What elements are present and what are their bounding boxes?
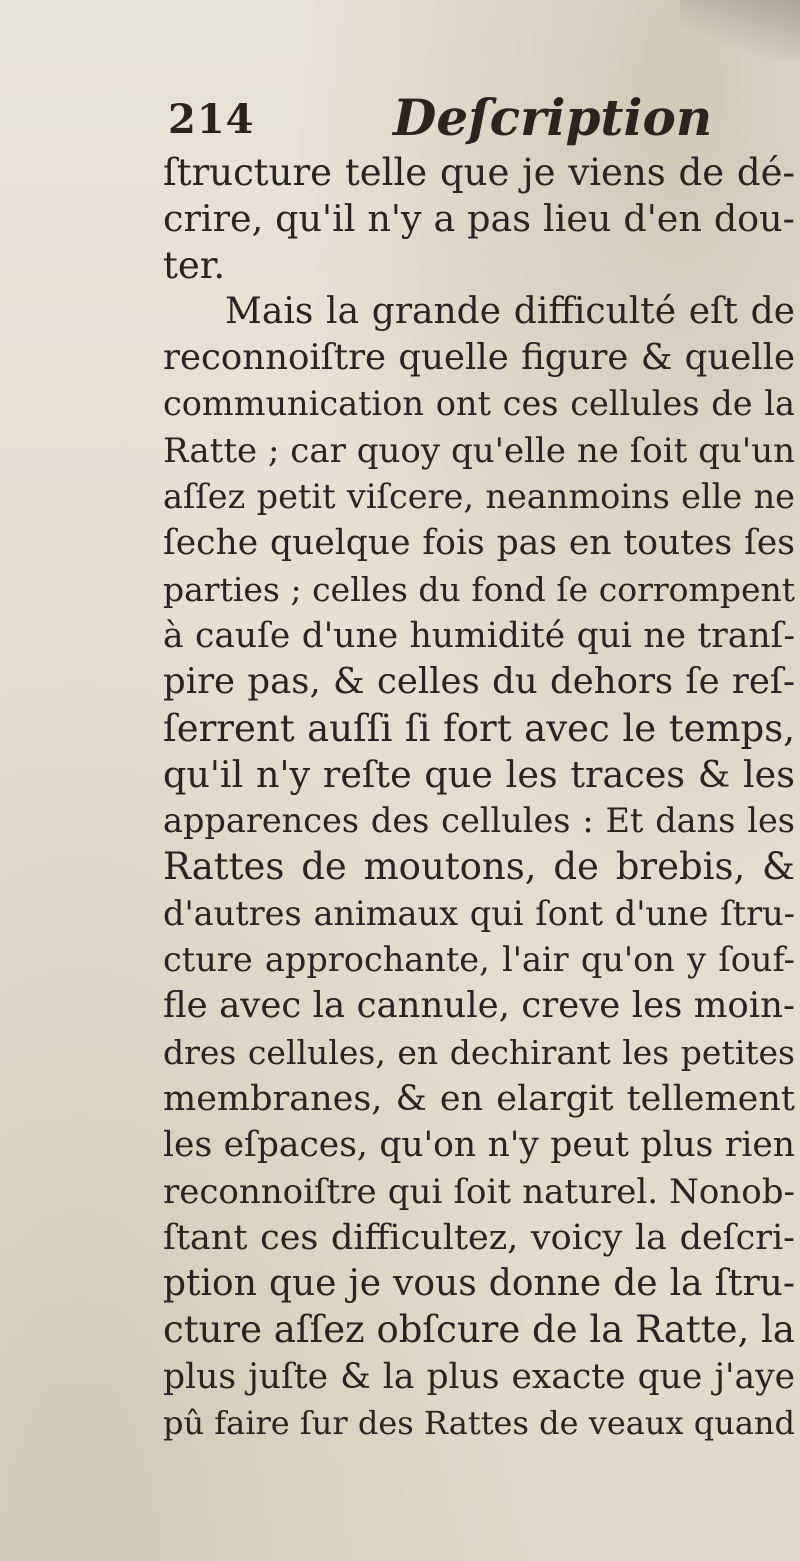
text-line: membranes, & en elargit tellement (163, 1078, 795, 1119)
text-line: fle avec la cannule, creve les moin- (163, 985, 795, 1027)
page-header (168, 88, 768, 154)
text-line: pû faire ſur des Rattes de veaux quand (163, 1404, 795, 1443)
text-line: dres cellules, en dechirant les petites (163, 1032, 795, 1072)
text-line: crire, qu'il n'y a pas lieu d'en dou- (163, 197, 795, 241)
text-line: à cauſe d'une humidité qui ne tranſ- (163, 615, 795, 656)
running-title: Deſcription (393, 88, 713, 147)
text-line: parties ; celles du fond ſe corrompent (163, 569, 795, 609)
text-line: reconnoiſtre quelle figure & quelle (163, 337, 795, 379)
text-line: ption que je vous donne de la ſtru- (163, 1263, 795, 1305)
text-line: reconnoiſtre qui ſoit naturel. Nonob- (163, 1171, 795, 1212)
text-line: Ratte ; car quoy qu'elle ne ſoit qu'un (163, 430, 795, 471)
text-line: communication ont ces cellules de la (163, 384, 795, 424)
text-line: d'autres animaux qui ſont d'une ſtru- (163, 893, 795, 933)
text-line: Rattes de moutons, de brebis, & (163, 845, 795, 889)
text-line: aſſez petit viſcere, neanmoins elle ne (163, 477, 795, 517)
text-line: ſerrent auſſi ſi fort avec le temps, (163, 706, 795, 750)
text-line: ter. (163, 243, 226, 287)
text-line: pire pas, & celles du dehors ſe reſ- (163, 661, 795, 703)
text-line: cture aſſez obſcure de la Ratte, la (163, 1308, 795, 1352)
text-line: les eſpaces, qu'on n'y peut plus rien (163, 1125, 795, 1166)
text-line: ſeche quelque fois pas en toutes ſes (163, 523, 795, 564)
page-number: 214 (168, 96, 255, 143)
text-line: ſtant ces difficultez, voicy la deſcri- (163, 1217, 795, 1258)
text-line: plus juſte & la plus exacte que j'aye (163, 1356, 795, 1397)
page-corner-shadow (680, 0, 800, 60)
text-line: apparences des cellules : Et dans les (163, 801, 795, 841)
text-line: qu'il n'y reſte que les traces & les (163, 752, 795, 796)
body-text (163, 150, 795, 1446)
text-line: Mais la grande difficulté eſt de (225, 290, 795, 332)
text-line: cture approchante, l'air qu'on y ſouf- (163, 940, 795, 980)
text-line: ſtructure telle que je viens de dé- (163, 151, 795, 194)
